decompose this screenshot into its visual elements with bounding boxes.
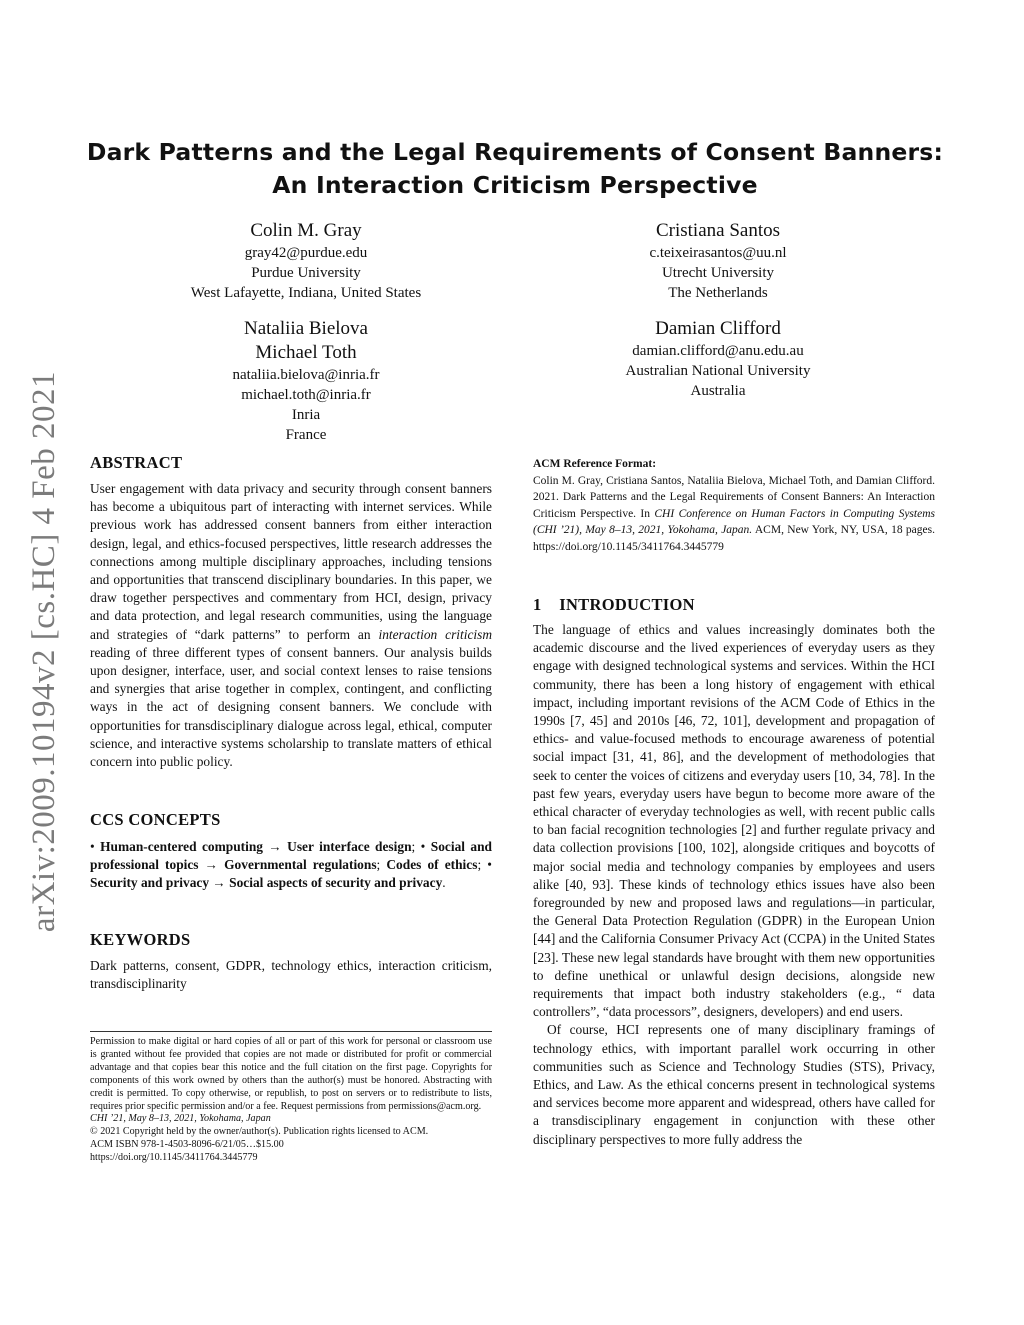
arxiv-identifier	[10, 366, 80, 936]
acm-reference-part: Colin M. Gray, Cristiana Santos, Nataliia Bielova, Michael Toth, and Damian Clifford. 2021. Dark Patterns and the Legal Requirements of Consent Banners: An Interaction Criticism Perspective. In	[533, 475, 935, 520]
acm-reference-part: ACM, New York, NY, USA, 18 pages. https://doi.org/10.1145/3411764.3445779	[533, 524, 935, 553]
abstract-text	[90, 480, 492, 771]
separator: ;	[477, 857, 482, 873]
ccs-heading: CCS CONCEPTS	[90, 810, 221, 829]
author-email[interactable]: gray42@purdue.edu	[244, 245, 368, 261]
abstract-text-part: User engagement with data privacy and security through consent banners has become a ubiquitous part of interacting with internet services. While previous work has addressed consent banners from either interaction design, legal, and ethics-focused perspectives, little research addresses the connections among multiple disciplinary approaches, including tensions and opportunities that transcend disciplinary boundaries. In this paper, we draw together perspectives and commentary from HCI, design, privacy and data protection, and legal research communities, using the language and strategies of “dark patterns” to perform an	[90, 481, 492, 642]
keywords-heading: KEYWORDS	[90, 930, 191, 949]
introduction-section	[533, 594, 935, 1149]
author-affiliation: Australian National University	[625, 363, 811, 379]
ccs-text	[90, 838, 492, 893]
arrow: →	[268, 839, 282, 854]
author-email[interactable]: michael.toth@inria.fr	[241, 387, 371, 403]
arrow: →	[212, 875, 226, 891]
copyright-footnote	[90, 1031, 492, 1165]
bullet: •	[90, 839, 95, 854]
ccs-concept: User interface design	[287, 839, 412, 854]
doi-link[interactable]: https://doi.org/10.1145/3411764.3445779	[90, 1152, 258, 1164]
arrow: →	[204, 857, 219, 873]
conference-info-text: CHI ’21, May 8–13, 2021, Yokohama, Japan	[90, 1113, 271, 1125]
introduction-paragraph: Of course, HCI represents one of many disciplinary framings of technology ethics, with important parallel work occurring in other communities such as Science and Technology Studies (STS), Privacy, Ethics, and Law. As the ethical concerns present in technological systems and services become more apparent and widespread, others have called for a transdisciplinary engagement in conjunction with these other disciplinary perspectives to more fully address the	[533, 1022, 935, 1147]
conference-info	[90, 1113, 492, 1126]
author-name: Michael Toth	[255, 342, 357, 363]
abstract-section	[90, 452, 492, 771]
author-name: Nataliia Bielova	[244, 318, 368, 339]
ccs-concept: Codes of ethics	[386, 857, 478, 873]
author-email[interactable]: nataliia.bielova@inria.fr	[232, 367, 380, 383]
author-affiliation: Inria	[291, 407, 321, 423]
author-email[interactable]: damian.clifford@anu.edu.au	[632, 343, 804, 359]
bullet: •	[420, 839, 426, 854]
separator: ;	[376, 857, 381, 873]
author-bielova-toth	[156, 317, 456, 445]
author-location: Australia	[690, 383, 746, 399]
acm-reference-italic: CHI Conference on Human Factors in Computing Systems (CHI ’21), May 8–13, 2021, Yokohama, Japan.	[533, 507, 935, 537]
title-line-2: An Interaction Criticism Perspective	[272, 171, 758, 199]
author-name: Cristiana Santos	[655, 220, 781, 241]
title-line-1: Dark Patterns and the Legal Requirements of Consent Banners:	[86, 138, 944, 166]
acm-reference-section	[533, 456, 935, 555]
ccs-concept: Social aspects of security and privacy	[229, 875, 443, 891]
ccs-concept: Security and privacy	[90, 875, 210, 891]
paper-title	[80, 136, 950, 202]
keywords-text: Dark patterns, consent, GDPR, technology ethics, interaction criticism, transdisciplinarity	[90, 958, 492, 992]
ccs-concept: Human-centered computing	[100, 839, 263, 854]
acm-reference-text	[533, 473, 935, 555]
footnote-divider	[90, 1031, 492, 1032]
author-email[interactable]: c.teixeirasantos@uu.nl	[649, 245, 787, 261]
isbn-line: ACM ISBN 978-1-4503-8096-6/21/05…$15.00	[90, 1139, 284, 1151]
author-location: The Netherlands	[668, 285, 768, 301]
author-name: Colin M. Gray	[250, 220, 362, 241]
ccs-concepts-section	[90, 809, 492, 893]
keywords-section	[90, 929, 492, 993]
abstract-heading: ABSTRACT	[90, 453, 183, 472]
terminator: .	[442, 875, 446, 891]
copyright-line: © 2021 Copyright held by the owner/author(s). Publication rights licensed to ACM.	[90, 1126, 429, 1138]
bullet: •	[487, 857, 492, 873]
author-clifford	[568, 317, 868, 401]
author-santos	[568, 219, 868, 303]
author-gray	[156, 219, 456, 303]
separator: ;	[411, 839, 416, 854]
abstract-text-part: reading of three different types of consent banners. Our analysis builds upon designer, interface, user, and social context lenses to raise tensions and synergies that arise together in complex, contingent, and conflicting ways in the act of designing consent banners. We conclude with opportunities for transdisciplinary dialogue across legal, ethical, computer science, and interactive systems scholarship to translate matters of ethical concern into public policy.	[90, 644, 492, 770]
abstract-text-italic: interaction criticism	[378, 626, 492, 642]
author-affiliation: Utrecht University	[661, 265, 775, 281]
ccs-concept: Social and professional topics	[90, 839, 492, 873]
author-location: France	[285, 427, 327, 443]
introduction-paragraph: The language of ethics and values increasingly dominates both the academic discourse and the lived experiences of everyday users as they engage with designed technological systems and services. Within the HCI community, there has been a long history of engagement with ethical impact, including important revisions of the ACM Code of Ethics in the 1990s [7, 45] and 2010s [46, 72, 101], development and propagation of ethics- and value-focused methods to encourage awareness of potential social impact [31, 41, 86], and the development of methodologies that seek to center the voices of citizens and everyday users [10, 34, 78]. In the past few years, everyday users have begun to become more aware of the ethical character of everyday technologies as well, with recent public calls to ban facial recognition technologies [2] and further regulate privacy and data collection provisions [100, 102], alongside critiques and boycotts of major social media and technology companies by employees and users alike [40, 93]. These kinds of technology ethics issues have also been foregrounded by new and proposed laws and regulations—in particular, the General Data Protection Regulation (GDPR) in the European Union [44] and the California Consumer Privacy Act (CCPA) in the United States [23]. These new legal standards have brought with them new opportunities to define unethical or unlawful design decisions, alongside new requirements that impact both industry stakeholders (e.g., “ data controllers”, “data processors”, designers, developers) and end users.	[533, 622, 935, 1020]
arxiv-identifier-text: arXiv:2009.10194v2 [cs.HC] 4 Feb 2021	[26, 370, 63, 932]
introduction-heading: 1 INTRODUCTION	[533, 595, 695, 614]
author-affiliation: Purdue University	[251, 265, 361, 281]
author-location: West Lafayette, Indiana, United States	[190, 285, 422, 301]
acm-reference-heading: ACM Reference Format:	[533, 458, 657, 470]
author-name: Damian Clifford	[655, 318, 781, 339]
ccs-concept: Governmental regulations	[224, 857, 377, 873]
permission-notice: Permission to make digital or hard copies of all or part of this work for personal or classroom use is granted without fee provided that copies are not made or distributed for profit or commercial advantage and that copies bear this notice and the full citation on the first page. Copyrights for components of this work owned by others than the author(s) must be honored. Abstracting with credit is permitted. To copy otherwise, or republish, to post on servers or to redistribute to lists, requires prior specific permission and/or a fee. Request permissions from permissions@acm.org.	[90, 1036, 492, 1112]
